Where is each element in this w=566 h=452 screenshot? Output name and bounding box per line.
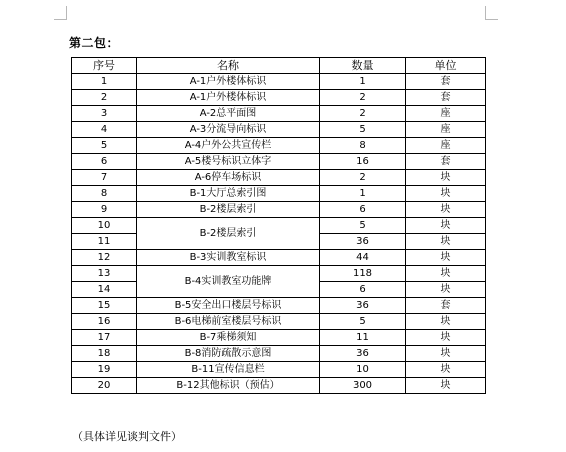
cell-unit: 块 (406, 362, 486, 378)
cell-qty: 1 (320, 74, 406, 90)
cell-name: B-1大厅总索引图 (137, 186, 320, 202)
crop-mark-top-right-h (485, 19, 498, 20)
cell-unit: 块 (406, 218, 486, 234)
table-row (72, 266, 486, 282)
cell-unit: 块 (406, 170, 486, 186)
cell-no: 6 (72, 154, 137, 170)
cell-unit: 块 (406, 202, 486, 218)
cell-name: A-1户外楼体标识 (137, 74, 320, 90)
table-row (72, 186, 486, 202)
table-row (72, 378, 486, 394)
cell-qty: 5 (320, 122, 406, 138)
cell-no: 19 (72, 362, 137, 378)
cell-no: 12 (72, 250, 137, 266)
header-no: 序号 (72, 58, 137, 74)
cell-unit: 套 (406, 154, 486, 170)
cell-qty: 6 (320, 282, 406, 298)
cell-name: B-12其他标识（预估） (137, 378, 320, 394)
crop-mark-top-left (66, 6, 67, 19)
cell-unit: 块 (406, 314, 486, 330)
cell-name: B-5安全出口楼层号标识 (137, 298, 320, 314)
cell-no: 18 (72, 346, 137, 362)
cell-qty: 1 (320, 186, 406, 202)
cell-unit: 套 (406, 298, 486, 314)
cell-no: 17 (72, 330, 137, 346)
cell-name: B-8消防疏散示意图 (137, 346, 320, 362)
table-row (72, 314, 486, 330)
cell-name: B-7乘梯须知 (137, 330, 320, 346)
cell-qty: 2 (320, 106, 406, 122)
cell-qty: 10 (320, 362, 406, 378)
table-row (72, 154, 486, 170)
cell-no: 1 (72, 74, 137, 90)
cell-name: A-4户外公共宣传栏 (137, 138, 320, 154)
cell-qty: 36 (320, 298, 406, 314)
cell-unit: 块 (406, 378, 486, 394)
items-table (71, 57, 486, 394)
cell-no: 3 (72, 106, 137, 122)
section-title: 第二包： (69, 36, 120, 50)
table-row (72, 90, 486, 106)
cell-name: B-4实训教室功能牌 (137, 266, 320, 298)
cell-name: A-2总平面图 (137, 106, 320, 122)
cell-no: 2 (72, 90, 137, 106)
cell-unit: 座 (406, 106, 486, 122)
cell-unit: 块 (406, 266, 486, 282)
table-row (72, 106, 486, 122)
cell-unit: 块 (406, 186, 486, 202)
cell-no: 5 (72, 138, 137, 154)
cell-qty: 44 (320, 250, 406, 266)
table-row (72, 330, 486, 346)
cell-qty: 5 (320, 314, 406, 330)
table-row (72, 74, 486, 90)
table-row (72, 218, 486, 234)
header-unit: 单位 (406, 58, 486, 74)
cell-unit: 块 (406, 234, 486, 250)
header-name: 名称 (137, 58, 320, 74)
cell-qty: 5 (320, 218, 406, 234)
table-row (72, 138, 486, 154)
cell-no: 20 (72, 378, 137, 394)
cell-unit: 块 (406, 346, 486, 362)
cell-name: B-2楼层索引 (137, 218, 320, 250)
cell-unit: 块 (406, 282, 486, 298)
cell-unit: 座 (406, 138, 486, 154)
cell-no: 9 (72, 202, 137, 218)
table-row (72, 170, 486, 186)
cell-unit: 块 (406, 330, 486, 346)
cell-no: 10 (72, 218, 137, 234)
cell-unit: 座 (406, 122, 486, 138)
header-qty: 数量 (320, 58, 406, 74)
table-row (72, 298, 486, 314)
cell-qty: 2 (320, 90, 406, 106)
cell-no: 15 (72, 298, 137, 314)
cell-no: 11 (72, 234, 137, 250)
cell-name: B-11宣传信息栏 (137, 362, 320, 378)
cell-name: B-3实训教室标识 (137, 250, 320, 266)
crop-mark-top-left-h (54, 19, 67, 20)
cell-no: 14 (72, 282, 137, 298)
cell-qty: 300 (320, 378, 406, 394)
crop-mark-top-right (485, 6, 486, 19)
cell-unit: 套 (406, 90, 486, 106)
cell-qty: 118 (320, 266, 406, 282)
table-row (72, 346, 486, 362)
cell-name: A-1户外楼体标识 (137, 90, 320, 106)
cell-qty: 36 (320, 346, 406, 362)
cell-name: B-2楼层索引 (137, 202, 320, 218)
cell-name: A-6停车场标识 (137, 170, 320, 186)
cell-unit: 块 (406, 250, 486, 266)
table-row (72, 362, 486, 378)
cell-no: 7 (72, 170, 137, 186)
cell-no: 4 (72, 122, 137, 138)
cell-no: 8 (72, 186, 137, 202)
cell-name: A-3分流导向标识 (137, 122, 320, 138)
cell-qty: 6 (320, 202, 406, 218)
cell-no: 13 (72, 266, 137, 282)
cell-qty: 2 (320, 170, 406, 186)
cell-name: A-5楼号标识立体字 (137, 154, 320, 170)
table-row (72, 250, 486, 266)
cell-qty: 16 (320, 154, 406, 170)
cell-qty: 11 (320, 330, 406, 346)
cell-qty: 36 (320, 234, 406, 250)
footnote: （具体详见谈判文件） (72, 430, 182, 443)
table-header-row (72, 58, 486, 74)
cell-no: 16 (72, 314, 137, 330)
table-row (72, 202, 486, 218)
cell-unit: 套 (406, 74, 486, 90)
table-row (72, 122, 486, 138)
cell-qty: 8 (320, 138, 406, 154)
cell-name: B-6电梯前室楼层号标识 (137, 314, 320, 330)
